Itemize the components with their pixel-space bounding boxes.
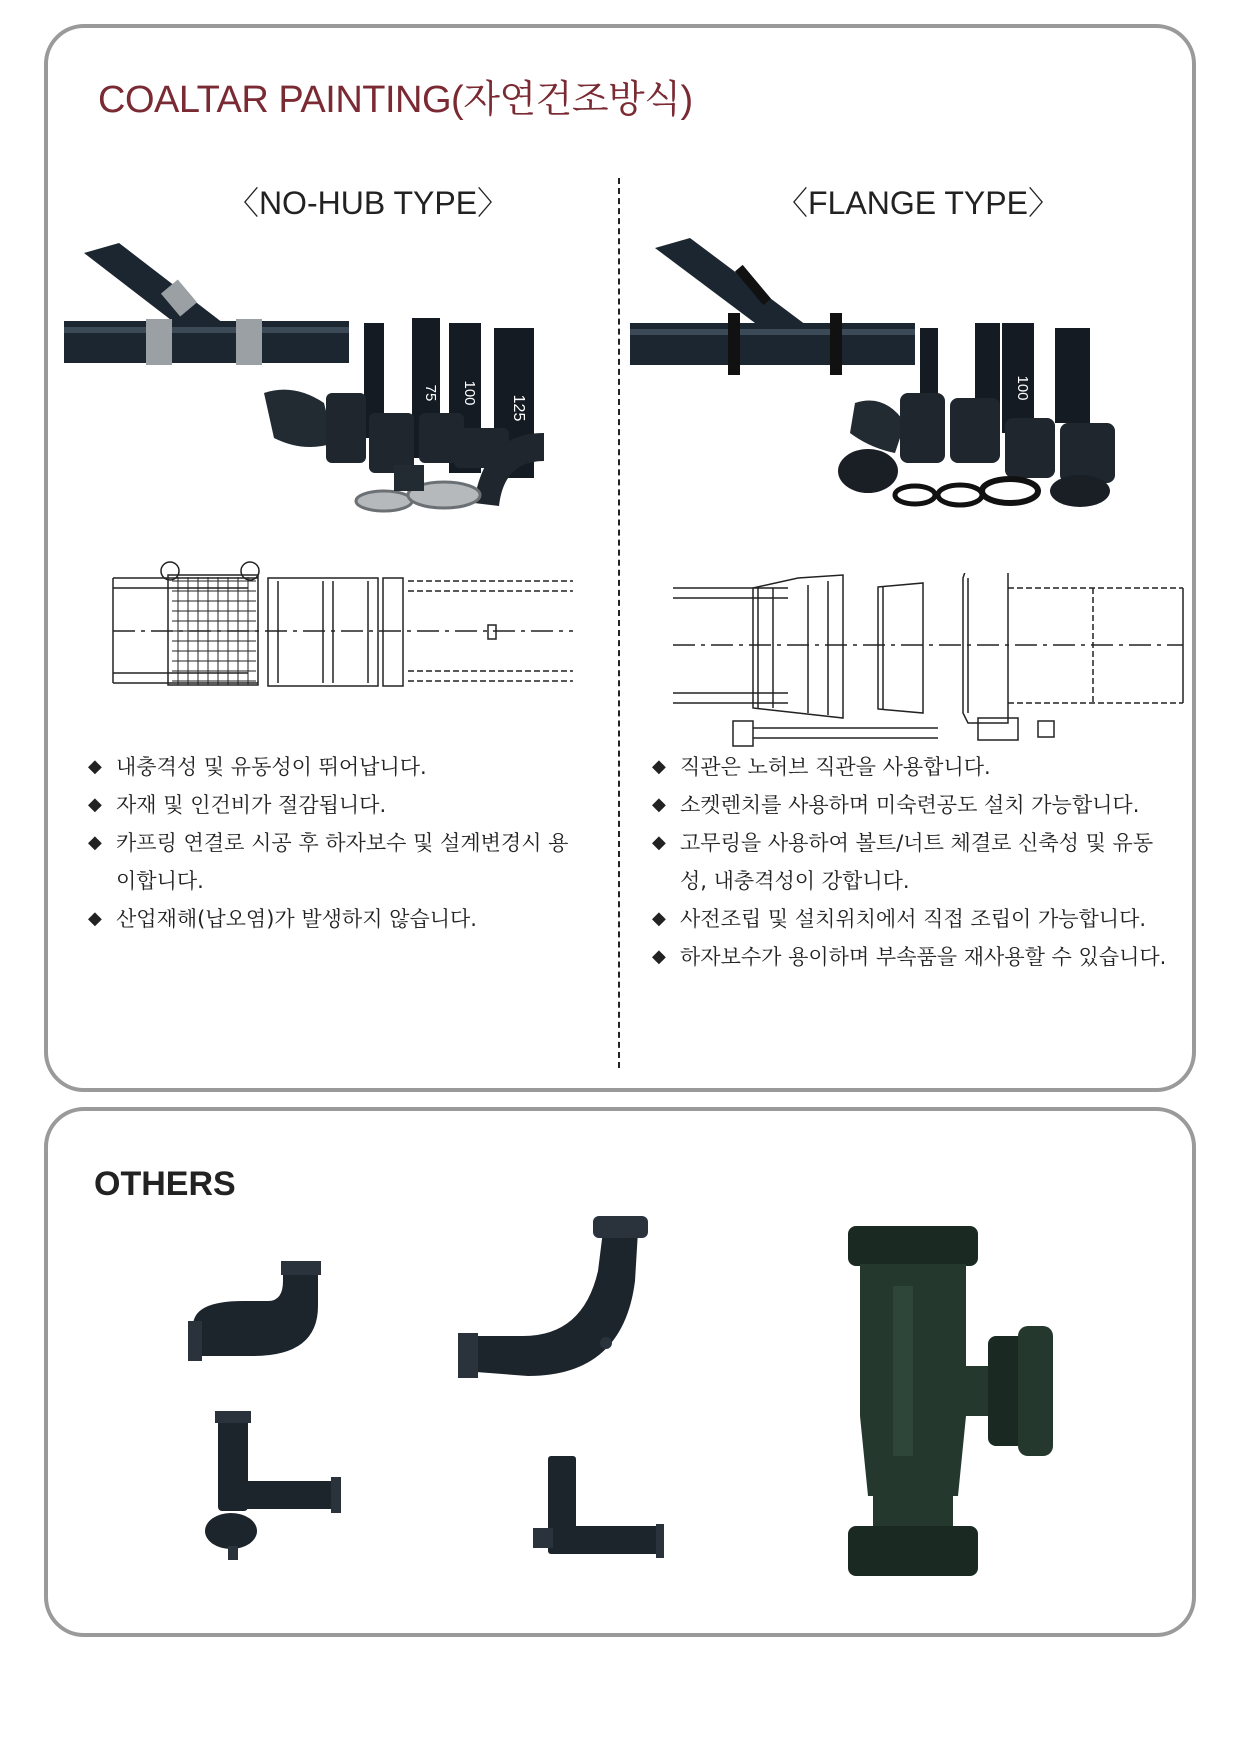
diamond-bullet-icon: ◆ [652, 756, 666, 777]
short-elbow-fitting-photo [183, 1261, 333, 1391]
list-item: ◆ 직관은 노허브 직관을 사용합니다. [652, 748, 1172, 786]
diamond-bullet-icon: ◆ [652, 794, 666, 815]
no-hub-heading: 〈NO-HUB TYPE〉 [226, 185, 510, 221]
vent-elbow-fitting-photo [183, 1411, 343, 1571]
small-l-elbow-photo [528, 1456, 668, 1566]
list-item: ◆ 소켓렌치를 사용하며 미숙련공도 설치 가능합니다. [652, 786, 1172, 824]
pipe-size-75: 75 [422, 384, 439, 402]
coaltar-panel [44, 24, 1196, 1092]
diamond-bullet-icon: ◆ [88, 794, 102, 815]
no-hub-cross-section-diagram [108, 533, 578, 713]
others-panel [44, 1107, 1196, 1637]
green-tee-fitting-photo [838, 1226, 1068, 1586]
page-title: COALTAR PAINTING(자연건조방식) [98, 79, 693, 121]
diamond-bullet-icon: ◆ [652, 946, 666, 967]
list-item: ◆ 고무링을 사용하여 볼트/너트 체결로 신축성 및 유동성, 내충격성이 강합니다. [652, 824, 1172, 900]
list-item: ◆ 카프링 연결로 시공 후 하자보수 및 설계변경시 용이합니다. [88, 824, 578, 900]
pipe-size-125: 125 [510, 394, 527, 422]
diamond-bullet-icon: ◆ [88, 832, 102, 853]
no-hub-product-photo [64, 233, 604, 583]
list-item: ◆ 내충격성 및 유동성이 뛰어납니다. [88, 748, 578, 786]
long-sweep-bend-photo [453, 1211, 673, 1411]
diamond-bullet-icon: ◆ [88, 756, 102, 777]
column-divider [618, 178, 620, 1068]
diamond-bullet-icon: ◆ [652, 832, 666, 853]
diamond-bullet-icon: ◆ [652, 908, 666, 929]
flange-cross-section-diagram [668, 573, 1188, 753]
flange-product-photo [630, 233, 1170, 583]
pipe-size-100: 100 [461, 380, 478, 406]
list-item: ◆ 하자보수가 용이하며 부속품을 재사용할 수 있습니다. [652, 938, 1172, 976]
list-item: ◆ 산업재해(납오염)가 발생하지 않습니다. [88, 900, 578, 938]
no-hub-features-list [88, 748, 578, 938]
list-item: ◆ 사전조립 및 설치위치에서 직접 조립이 가능합니다. [652, 900, 1172, 938]
flange-features-list [652, 748, 1172, 976]
flange-heading: 〈FLANGE TYPE〉 [776, 185, 1060, 221]
others-title: OTHERS [94, 1165, 236, 1203]
list-item: ◆ 자재 및 인건비가 절감됩니다. [88, 786, 578, 824]
diamond-bullet-icon: ◆ [88, 908, 102, 929]
pipe-size-100: 100 [1014, 375, 1031, 401]
